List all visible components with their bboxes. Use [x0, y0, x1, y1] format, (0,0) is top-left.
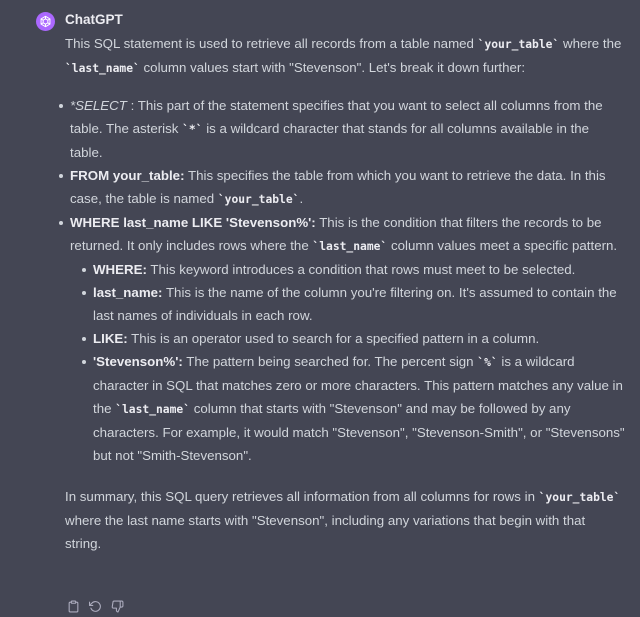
- message-content: [65, 32, 625, 555]
- list-item-text: column values meet a specific pattern.: [387, 238, 618, 253]
- sub-item-text: This is an operator used to search for a specified pattern in a column.: [127, 331, 540, 346]
- inline-code: `last_name`: [115, 403, 191, 416]
- list-item-select: [65, 94, 625, 164]
- list-item-term: FROM your_table:: [70, 168, 185, 183]
- explanation-list: [65, 94, 625, 467]
- clipboard-icon[interactable]: [66, 599, 80, 613]
- sub-item-text: is a wildcard character in SQL that matches zero or more characters. This pattern matches any value in the: [93, 354, 623, 416]
- author-name: ChatGPT: [65, 12, 123, 27]
- list-item-where: [65, 211, 625, 467]
- list-item-from: [65, 164, 625, 211]
- list-item-text: .: [299, 191, 304, 206]
- sub-item-term: WHERE:: [93, 262, 147, 277]
- intro-text: This SQL statement is used to retrieve all records from a table named: [65, 36, 478, 51]
- list-item-term: WHERE last_name LIKE 'Stevenson%':: [70, 215, 316, 230]
- list-item-text: This specifies the table from which you want to retrieve the data. In this case, the table is named: [70, 168, 606, 206]
- summary-text: where the last name starts with "Stevenson", including any variations that begin with that string.: [65, 513, 586, 551]
- sub-item-pattern: [93, 350, 625, 467]
- inline-code: `*`: [182, 123, 203, 136]
- list-item-text: This is the condition that filters the records to be returned. It only includes rows where the: [70, 215, 602, 253]
- list-item-term: *SELECT: [70, 98, 127, 113]
- openai-logo-icon: [36, 12, 55, 31]
- list-item-text: is a wildcard character that stands for all columns available in the table.: [70, 121, 590, 160]
- sub-item-text: The pattern being searched for. The percent sign: [182, 354, 478, 369]
- sub-item-text: column that starts with "Stevenson" and may be followed by any characters. For example, it would match "Stevenson", "Stevenson-Smith", or "Stevensons" but not "Smith-Stevenson".: [93, 401, 625, 463]
- sub-item-text: This is the name of the column you're filtering on. It's assumed to contain the last names of individuals in each row.: [93, 285, 617, 323]
- sub-item-like: [93, 327, 625, 350]
- sub-item-where: [93, 258, 625, 281]
- summary-paragraph: [65, 485, 625, 555]
- intro-text: where the: [559, 36, 622, 51]
- inline-code: `your_table`: [217, 193, 300, 206]
- sub-item-term: last_name:: [93, 285, 163, 300]
- inline-code: `your_table`: [477, 38, 560, 51]
- list-item-text: : This part of the statement specifies that you want to select all columns from the table. The asterisk: [70, 98, 603, 136]
- sub-item-last-name: [93, 281, 625, 327]
- sub-list: [93, 258, 625, 467]
- sub-item-term: 'Stevenson%':: [93, 354, 183, 369]
- sub-item-term: LIKE:: [93, 331, 128, 346]
- inline-code: `%`: [477, 356, 498, 369]
- intro-paragraph: [65, 32, 625, 80]
- sub-item-text: This keyword introduces a condition that rows must meet to be selected.: [146, 262, 576, 277]
- inline-code: `your_table`: [538, 491, 621, 504]
- intro-text: column values start with "Stevenson". Let's break it down further:: [139, 60, 526, 75]
- message-actions: [66, 599, 124, 613]
- regenerate-icon[interactable]: [88, 599, 102, 613]
- thumbs-down-icon[interactable]: [110, 599, 124, 613]
- inline-code: `last_name`: [312, 240, 388, 253]
- summary-text: In summary, this SQL query retrieves all information from all columns for rows in: [65, 489, 539, 504]
- inline-code: `last_name`: [65, 62, 140, 75]
